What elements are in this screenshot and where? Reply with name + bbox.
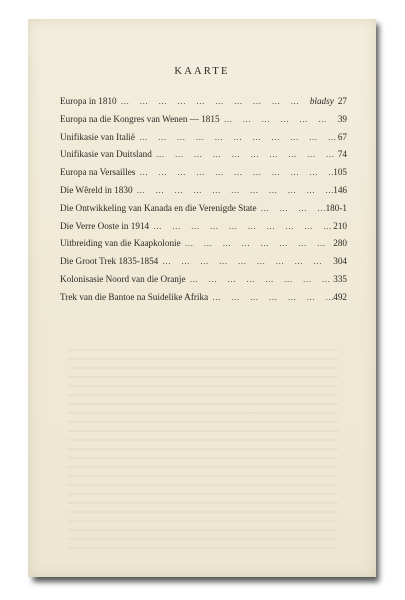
entry-title: Europa na die Kongres van Wenen — 1815	[60, 113, 220, 124]
entry-title: Die Verre Ooste in 1914	[60, 220, 150, 231]
list-item	[60, 96, 347, 114]
list-item	[60, 203, 347, 221]
entry-title: Europa na Versailles	[60, 167, 136, 178]
dot-leader	[181, 238, 334, 248]
list-item	[60, 114, 347, 132]
page-number: 335	[333, 273, 347, 284]
page-word: bladsy	[309, 96, 334, 106]
dot-leader	[135, 132, 338, 142]
list-item	[60, 274, 347, 292]
list-item	[60, 185, 347, 203]
list-item	[60, 238, 347, 256]
list-item	[60, 292, 347, 310]
entry-title: Unifikasie van Duitsland	[60, 149, 152, 160]
page-number: 27	[337, 96, 347, 106]
entry-title: Die Ontwikkeling van Kanada en die Verenigde State	[60, 202, 257, 213]
page-number: 304	[333, 256, 347, 267]
entry-title: Trek van die Bantoe na Suidelike Afrika	[60, 291, 209, 302]
page-number: 39	[337, 113, 347, 124]
dot-leader	[208, 292, 333, 302]
dot-leader	[158, 256, 333, 266]
page-number: 67	[337, 131, 347, 142]
dot-leader	[117, 96, 310, 106]
dot-leader	[152, 149, 338, 159]
list-item	[60, 132, 347, 150]
page-number: 280	[333, 238, 347, 249]
page-number: 146	[333, 184, 347, 195]
dot-leader	[133, 185, 334, 195]
list-item	[60, 221, 347, 239]
page-number: 210	[333, 220, 347, 231]
page-number: 74	[337, 149, 347, 160]
entry-title: Europa in 1810	[60, 96, 117, 106]
list-item	[60, 149, 347, 167]
entry-title: Die Wêreld in 1830	[60, 184, 133, 195]
page-number: 180-1	[325, 202, 347, 213]
maps-list	[60, 96, 347, 310]
entry-title: Kolonisasie Noord van die Oranje	[60, 273, 186, 284]
dot-leader	[186, 274, 334, 284]
book-page	[28, 19, 376, 577]
dot-leader	[257, 203, 326, 213]
entry-title: Die Groot Trek 1835-1854	[60, 256, 159, 267]
bleed-through-text	[68, 349, 338, 549]
entry-title: Unifikasie van Italië	[60, 131, 136, 142]
page-title: KAARTE	[174, 66, 230, 77]
dot-leader	[135, 167, 333, 177]
dot-leader	[149, 221, 333, 231]
list-item	[60, 256, 347, 274]
entry-title: Uitbreiding van die Kaapkolonie	[60, 238, 181, 249]
dot-leader	[220, 114, 338, 124]
page-number: 492	[333, 291, 347, 302]
page-number: 105	[333, 167, 347, 178]
list-item	[60, 167, 347, 185]
